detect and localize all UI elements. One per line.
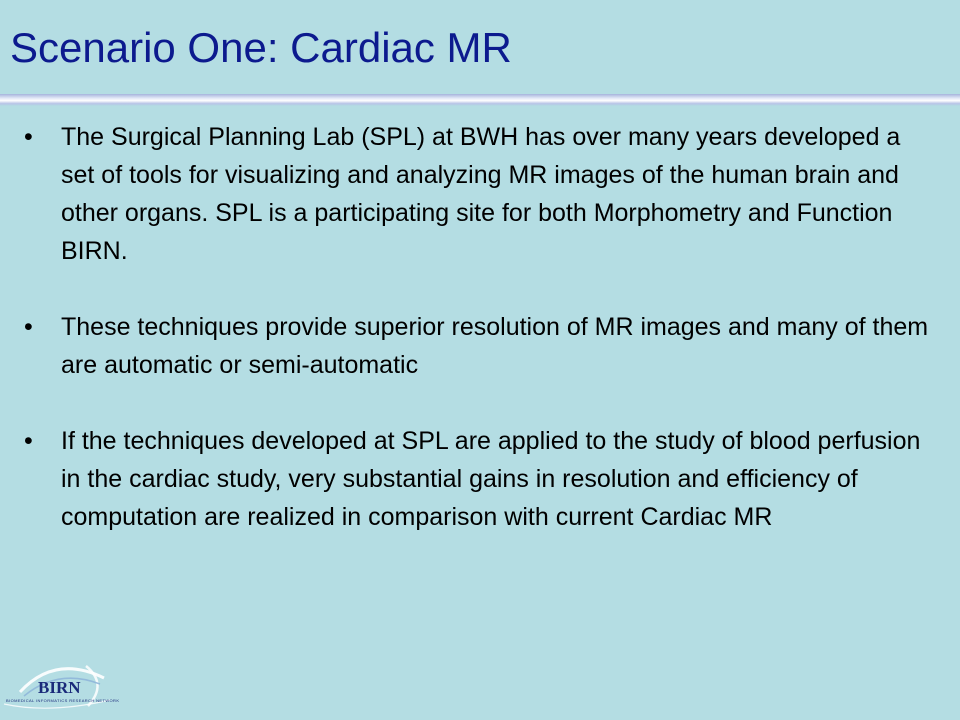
logo-wordmark: BIRN xyxy=(38,678,81,697)
bullet-item xyxy=(0,308,960,384)
bullet-dot: • xyxy=(24,427,33,455)
slide-title: Scenario One: Cardiac MR xyxy=(10,24,512,71)
bullet-list xyxy=(0,118,960,536)
bullet-text: If the techniques developed at SPL are applied to the study of blood perfusion in the cardiac study, very substantial gains in resolution and efficiency of computation are realized in comparison with current Cardiac MR xyxy=(61,427,921,531)
bullet-dot: • xyxy=(24,123,33,151)
bullet-item xyxy=(0,118,960,270)
bullet-dot: • xyxy=(24,313,33,341)
title-divider xyxy=(0,94,960,106)
bullet-text: The Surgical Planning Lab (SPL) at BWH has over many years developed a set of tools for visualizing and analyzing MR images of the human brain and other organs. SPL is a participating site for both Morphometry and Function BIRN. xyxy=(61,123,901,265)
bullet-text: These techniques provide superior resolution of MR images and many of them are automatic or semi-automatic xyxy=(61,313,929,379)
birn-logo-graphic xyxy=(0,660,130,716)
bullet-item xyxy=(0,422,960,536)
birn-logo xyxy=(0,660,130,716)
logo-tagline: BIOMEDICAL INFORMATICS RESEARCH NETWORK xyxy=(6,698,120,703)
